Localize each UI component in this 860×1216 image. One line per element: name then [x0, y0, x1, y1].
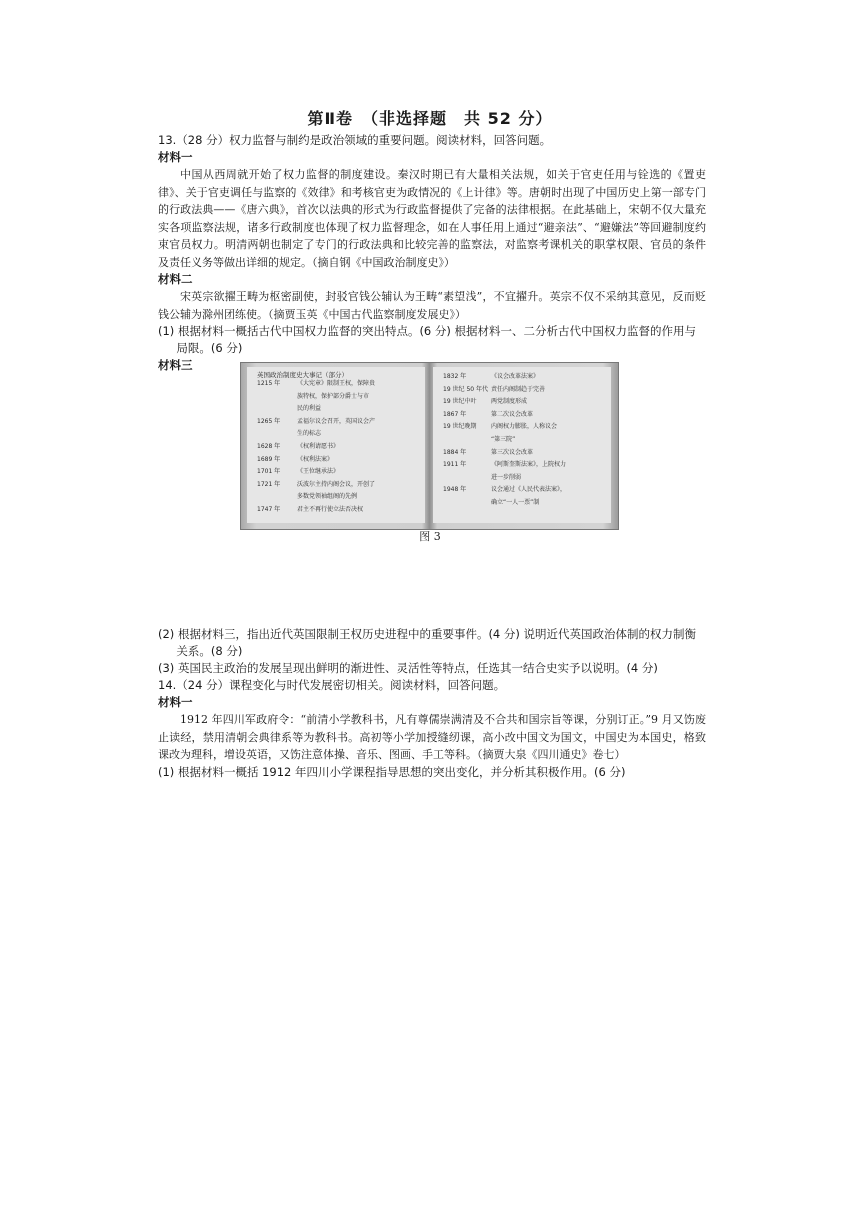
- question-13-part-a: [158, 132, 706, 374]
- timeline-event: [443, 486, 566, 494]
- question-13-sub-3: (3) 英国民主政治的发展呈现出鲜明的渐进性、灵活性等特点，任选其一结合史实予以说明。(4 分): [158, 661, 658, 675]
- material-2-text: 宋英宗欲擢王畴为枢密副使，封驳官钱公辅认为王畴“素望浅”，不宜擢升。英宗不仅不采纳其意见，反而贬钱公辅为滁州团练使。（摘贾玉英《中国古代监察制度发展史》）: [158, 290, 706, 321]
- timeline-event: [443, 398, 527, 406]
- material-1-text: 中国从西周就开始了权力监督的制度建设。秦汉时期已有大量相关法规，如关于官吏任用与铨选的《置吏律》、关于官吏调任与监察的《效律》和考核官吏为政情况的《上计律》等。唐朝时出现了中国历史上第一部专门的行政法典——《唐六典》，首次以法典的形式为行政监督提供了完备的法律根据。在此基础上，宋朝不仅大量充实各项监察法规，诸多行政制度也体现了权力监督理念，如在人事任用上通过“避亲法”、“避嫌法”等回避制度约束官员权力。明清两朝也制定了专门的行政法典和比较完善的监察法，对监察考课机关的职掌权限、官员的条件及责任义务等做出详细的规定。（摘自钢《中国政治制度史》）: [158, 168, 706, 269]
- question-14-stem: 14.（24 分）课程变化与时代发展密切相关。阅读材料，回答问题。: [158, 678, 506, 692]
- event-year: 1215 年: [257, 380, 281, 387]
- event-text: “第三院”: [491, 436, 516, 443]
- event-text: 《大宪章》限制王权，保障贵: [297, 380, 376, 387]
- event-text: 《阿斯奎斯法案》，上院权力: [491, 461, 567, 469]
- book-left-page: [247, 367, 425, 523]
- timeline-event: [257, 418, 375, 426]
- event-year: 19 世纪晚期: [443, 423, 477, 431]
- event-text: 民的利益: [297, 405, 322, 413]
- event-text: 内阁权力膨胀，人称议会: [491, 423, 558, 431]
- event-text: 责任内阁制趋于完善: [491, 385, 546, 393]
- event-text: 族特权，保护部分爵士与市: [297, 392, 370, 400]
- event-text: 《权利法案》: [297, 455, 334, 463]
- figure-title: 英国政治制度史大事记（部分）: [257, 371, 348, 379]
- event-text: 进一步削弱: [491, 473, 522, 481]
- timeline-event: [257, 380, 375, 388]
- timeline-event: [443, 423, 557, 431]
- event-text: 《议会改革法案》: [491, 373, 540, 380]
- q14-material-1-label: 材料一: [158, 695, 193, 709]
- event-year: 19 世纪中叶: [443, 398, 477, 406]
- question-13-stem: 13.（28 分）权力监督与制约是政治领域的重要问题。阅读材料，回答问题。: [158, 133, 552, 147]
- event-year: 1832 年: [443, 373, 467, 380]
- event-year: 1867 年: [443, 410, 467, 418]
- event-text: 第三次议会改革: [491, 448, 534, 456]
- timeline-event: [443, 373, 539, 381]
- event-year: 1911 年: [443, 461, 467, 469]
- figure-book-photo: [240, 362, 619, 530]
- timeline-event: [257, 506, 363, 514]
- timeline-event: [443, 499, 539, 507]
- event-text: 生的标志: [297, 430, 322, 438]
- timeline-event: [257, 430, 321, 438]
- event-year: 1721 年: [257, 480, 281, 488]
- timeline-event: [443, 436, 515, 444]
- event-year: 1884 年: [443, 448, 467, 456]
- event-year: 1628 年: [257, 443, 281, 450]
- event-year: 1701 年: [257, 468, 281, 476]
- question-14-sub-1: (1) 根据材料一概括 1912 年四川小学课程指导思想的突出变化，并分析其积极作用。(6 分): [158, 764, 626, 779]
- event-text: 孟福尔议会召开，英国议会产: [297, 417, 376, 425]
- timeline-event: [257, 393, 369, 401]
- event-text: 议会通过《人民代表法案》，: [491, 486, 567, 494]
- event-year: 19 世纪 50 年代: [443, 385, 488, 393]
- event-year: 1747 年: [257, 506, 281, 513]
- timeline-event: [257, 405, 321, 413]
- material-2-label: 材料二: [158, 272, 193, 286]
- timeline-event: [443, 461, 566, 469]
- timeline-event: [443, 474, 521, 482]
- event-text: 沃波尔主持内阁会议，开创了: [297, 480, 376, 488]
- timeline-event: [443, 449, 533, 457]
- event-text: 第二次议会改革: [491, 410, 534, 418]
- event-text: 《权利请愿书》: [297, 443, 340, 450]
- event-year: 1265 年: [257, 417, 281, 425]
- material-1-label: 材料一: [158, 150, 193, 164]
- timeline-event: [257, 493, 357, 501]
- q14-material-1-text: 1912 年四川军政府令：“前清小学教科书，凡有尊儒崇满清及不合共和国宗旨等课，分别订正。”9 月又饬废止读经，禁用清朝会典律系等为教科书。高初等小学加授缝纫课，高小改中国文为国文，中国史为本国史，格致课改为理科，增设英语，又饬注意体操、音乐、图画、手工等科。（摘贾大泉《四川通史》卷七）: [158, 713, 706, 761]
- event-text: 确立“一人一票”制: [491, 499, 540, 506]
- book-right-page: [433, 367, 611, 523]
- event-year: 1689 年: [257, 455, 281, 463]
- section-title: 第Ⅱ卷 （非选择题 共 52 分）: [307, 109, 553, 128]
- event-text: 君主不再行使立法否决权: [297, 506, 364, 513]
- event-text: 两党制度形成: [491, 398, 528, 406]
- question-13-sub-1: (1) 根据材料一概括古代中国权力监督的突出特点。(6 分) 根据材料一、二分析古代中国权力监督的作用与局限。(6 分): [158, 324, 697, 355]
- timeline-event: [257, 468, 339, 476]
- timeline-event: [257, 456, 333, 464]
- event-text: 多数党领袖组阁的先例: [297, 493, 358, 501]
- event-year: 1948 年: [443, 486, 467, 494]
- timeline-event: [257, 481, 375, 489]
- question-13-part-b: [158, 626, 706, 781]
- event-text: 《王位继承法》: [297, 468, 340, 476]
- timeline-event: [443, 411, 533, 419]
- timeline-event: [443, 386, 545, 394]
- question-13-sub-2: (2) 根据材料三，指出近代英国限制王权历史进程中的重要事件。(4 分) 说明近代英国政治体制的权力制衡关系。(8 分): [158, 627, 697, 658]
- material-3-label: 材料三: [158, 358, 193, 372]
- timeline-event: [257, 443, 339, 451]
- figure-caption: 图 3: [419, 530, 441, 543]
